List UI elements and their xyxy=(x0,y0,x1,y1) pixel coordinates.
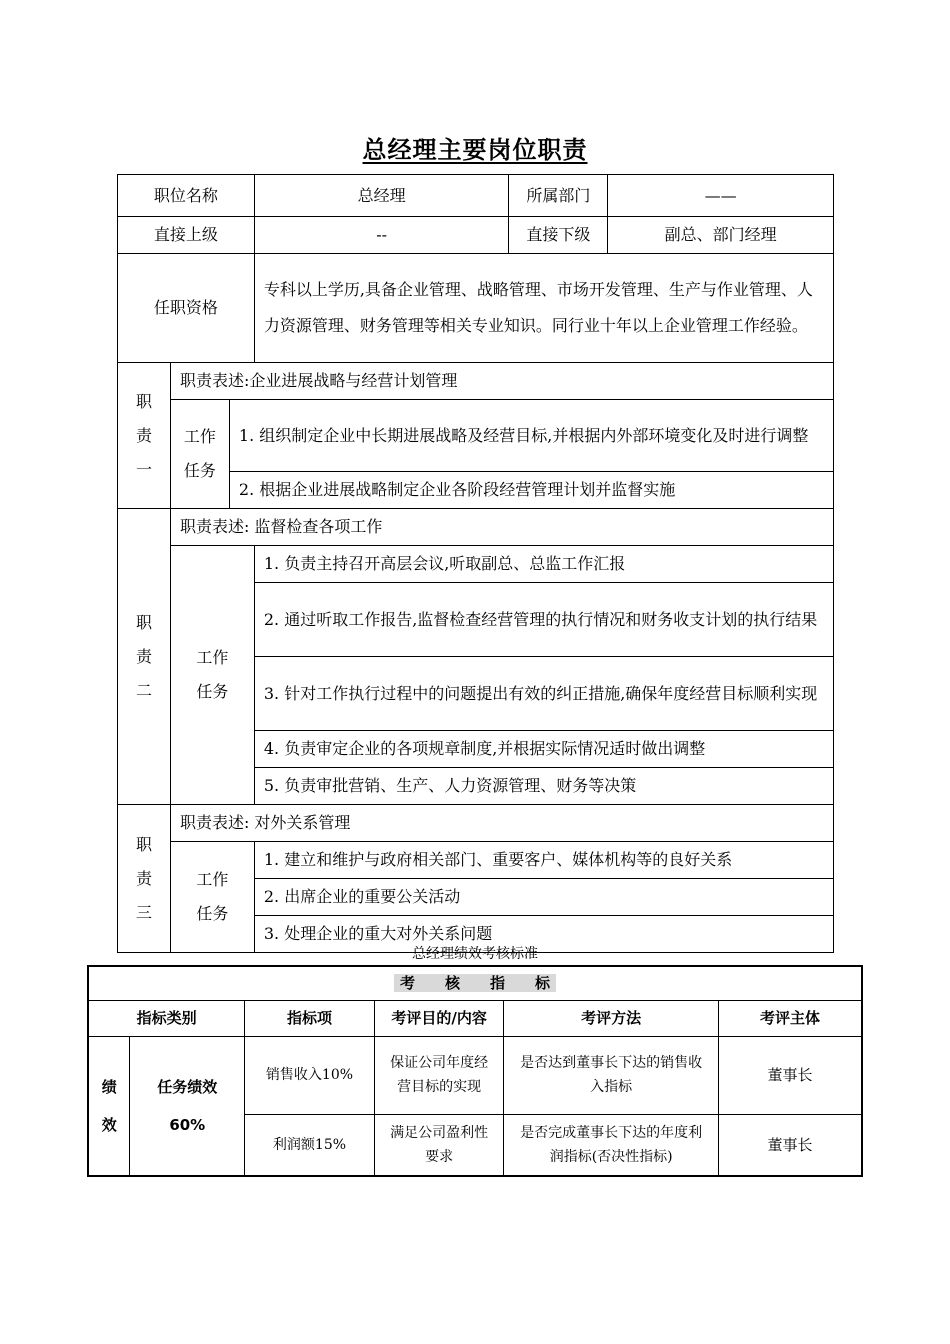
col-evaluator: 考评主体 xyxy=(718,1000,862,1036)
kpi-table xyxy=(87,965,863,1177)
duty-3-task-1: 1. 建立和维护与政府相关部门、重要客户、媒体机构等的良好关系 xyxy=(254,842,833,879)
label-qualification: 任职资格 xyxy=(118,254,255,363)
duty-3-task-3: 3. 处理企业的重大对外关系问题 xyxy=(254,916,833,953)
duty-3-task-2: 2. 出席企业的重要公关活动 xyxy=(254,879,833,916)
duty-2-task-5: 5. 负责审批营销、生产、人力资源管理、财务等决策 xyxy=(254,768,833,805)
duty-1-task-1: 1. 组织制定企业中长期进展战略及经营目标,并根据内外部环境变化及时进行调整 xyxy=(229,400,833,472)
kpi-row-2-purpose: 满足公司盈利性要求 xyxy=(374,1114,504,1176)
kpi-row-2-item: 利润额15% xyxy=(245,1114,375,1176)
kpi-row-1-evaluator: 董事长 xyxy=(718,1036,862,1114)
label-subordinate: 直接下级 xyxy=(509,217,608,254)
col-category: 指标类别 xyxy=(88,1000,245,1036)
duty-2-task-2: 2. 通过听取工作报告,监督检查经营管理的执行情况和财务收支计划的执行结果 xyxy=(254,583,833,657)
duty-1-label: 职责一 xyxy=(118,363,171,509)
duty-3-label: 职责三 xyxy=(118,805,171,953)
kpi-category: 绩效 xyxy=(88,1036,130,1176)
col-purpose: 考评目的/内容 xyxy=(374,1000,504,1036)
value-superior: -- xyxy=(254,217,509,254)
kpi-row-2-method: 是否完成董事长下达的年度利润指标(否决性指标) xyxy=(504,1114,718,1176)
duty-1-desc: 职责表述:企业进展战略与经营计划管理 xyxy=(170,363,833,400)
duty-2-desc: 职责表述: 监督检查各项工作 xyxy=(170,509,833,546)
duties-table xyxy=(117,174,834,953)
kpi-row-1-item: 销售收入10% xyxy=(245,1036,375,1114)
duty-2-task-4: 4. 负责审定企业的各项规章制度,并根据实际情况适时做出调整 xyxy=(254,731,833,768)
duty-2-task-label: 工作任务 xyxy=(170,546,254,805)
kpi-row-1-purpose: 保证公司年度经营目标的实现 xyxy=(374,1036,504,1114)
kpi-row-2-evaluator: 董事长 xyxy=(718,1114,862,1176)
value-dept: —— xyxy=(608,175,834,217)
label-dept: 所属部门 xyxy=(509,175,608,217)
duty-2-task-3: 3. 针对工作执行过程中的问题提出有效的纠正措施,确保年度经营目标顺利实现 xyxy=(254,657,833,731)
label-position: 职位名称 xyxy=(118,175,255,217)
kpi-caption: 总经理绩效考核标准 xyxy=(412,946,538,962)
col-item: 指标项 xyxy=(245,1000,375,1036)
duty-1-task-label: 工作任务 xyxy=(170,400,229,509)
duty-1-task-2: 2. 根据企业进展战略制定企业各阶段经营管理计划并监督实施 xyxy=(229,472,833,509)
label-superior: 直接上级 xyxy=(118,217,255,254)
duty-3-desc: 职责表述: 对外关系管理 xyxy=(170,805,833,842)
duty-3-task-label: 工作任务 xyxy=(170,842,254,953)
value-qualification: 专科以上学历,具备企业管理、战略管理、市场开发管理、生产与作业管理、人力资源管理、财务管理等相关专业知识。同行业十年以上企业管理工作经验。 xyxy=(254,254,833,363)
value-subordinate: 副总、部门经理 xyxy=(608,217,834,254)
duty-2-task-1: 1. 负责主持召开高层会议,听取副总、总监工作汇报 xyxy=(254,546,833,583)
kpi-subcategory: 任务绩效 60% xyxy=(130,1036,245,1176)
kpi-header: 考 核 指 标 xyxy=(88,966,862,1000)
page-title: 总经理主要岗位职责 xyxy=(362,135,588,164)
duty-2-label: 职责二 xyxy=(118,509,171,805)
value-position: 总经理 xyxy=(254,175,509,217)
col-method: 考评方法 xyxy=(504,1000,718,1036)
kpi-row-1-method: 是否达到董事长下达的销售收入指标 xyxy=(504,1036,718,1114)
